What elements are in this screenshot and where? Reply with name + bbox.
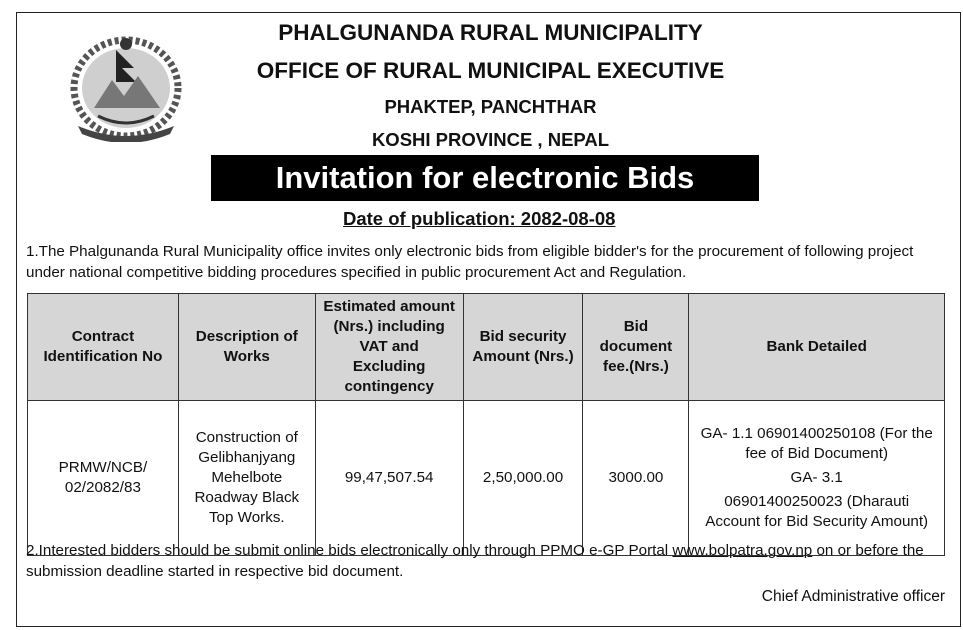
cell-estimated-amount: 99,47,507.54 — [315, 401, 463, 556]
cell-doc-fee: 3000.00 — [583, 401, 689, 556]
notice-title-banner: Invitation for electronic Bids — [211, 155, 759, 201]
cell-bank-details — [689, 401, 945, 556]
bank-line-fee-account: GA- 1.1 06901400250108 (For the fee of Bid Document) — [700, 425, 933, 462]
bolpatra-link[interactable]: www.bolpatra.gov.np — [672, 542, 813, 559]
publication-date: Date of publication: 2082-08-08 — [343, 208, 616, 229]
table-row — [28, 401, 945, 556]
bid-table — [27, 293, 945, 556]
note-text-after-link: on or before the submission deadline started in respective bid document. — [26, 542, 924, 580]
office-location: PHAKTEP, PANCHTHAR — [384, 96, 597, 117]
municipality-name: PHALGUNANDA RURAL MUNICIPALITY — [278, 20, 703, 45]
bank-line-security-account: 06901400250023 (Dharauti Account for Bid Security Amount) — [705, 493, 929, 530]
intro-paragraph: 1.The Phalgunanda Rural Municipality office invites only electronic bids from eligible bidder's for the procurement of following project under national competitive bidding procedures specified in public procurement Act and Regulation. — [26, 243, 914, 281]
bank-line-ga-label: GA- 3.1 — [790, 469, 843, 486]
cell-bid-security: 2,50,000.00 — [463, 401, 583, 556]
office-name: OFFICE OF RURAL MUNICIPAL EXECUTIVE — [256, 58, 725, 83]
nepal-emblem-icon — [64, 30, 188, 142]
col-header-estimated-amount: Estimated amount (Nrs.) including VAT and Excluding contingency — [315, 294, 463, 401]
submission-note — [26, 540, 951, 582]
col-header-doc-fee: Bid document fee.(Nrs.) — [583, 294, 689, 401]
cell-contract-id: PRMW/NCB/ 02/2082/83 — [28, 401, 179, 556]
col-header-bid-security: Bid security Amount (Nrs.) — [463, 294, 583, 401]
province-country: KOSHI PROVINCE , NEPAL — [371, 129, 610, 150]
signature-title: Chief Administrative officer — [761, 588, 945, 605]
table-header-row — [28, 294, 945, 401]
col-header-bank: Bank Detailed — [689, 294, 945, 401]
cell-description: Construction of Gelibhanjyang Mehelbote Roadway Black Top Works. — [178, 401, 315, 556]
col-header-contract-id: Contract Identification No — [28, 294, 179, 401]
note-text-before-link: 2.Interested bidders should be submit online bids electronically only through PPMO e-GP Portal — [26, 542, 673, 559]
col-header-description: Description of Works — [178, 294, 315, 401]
